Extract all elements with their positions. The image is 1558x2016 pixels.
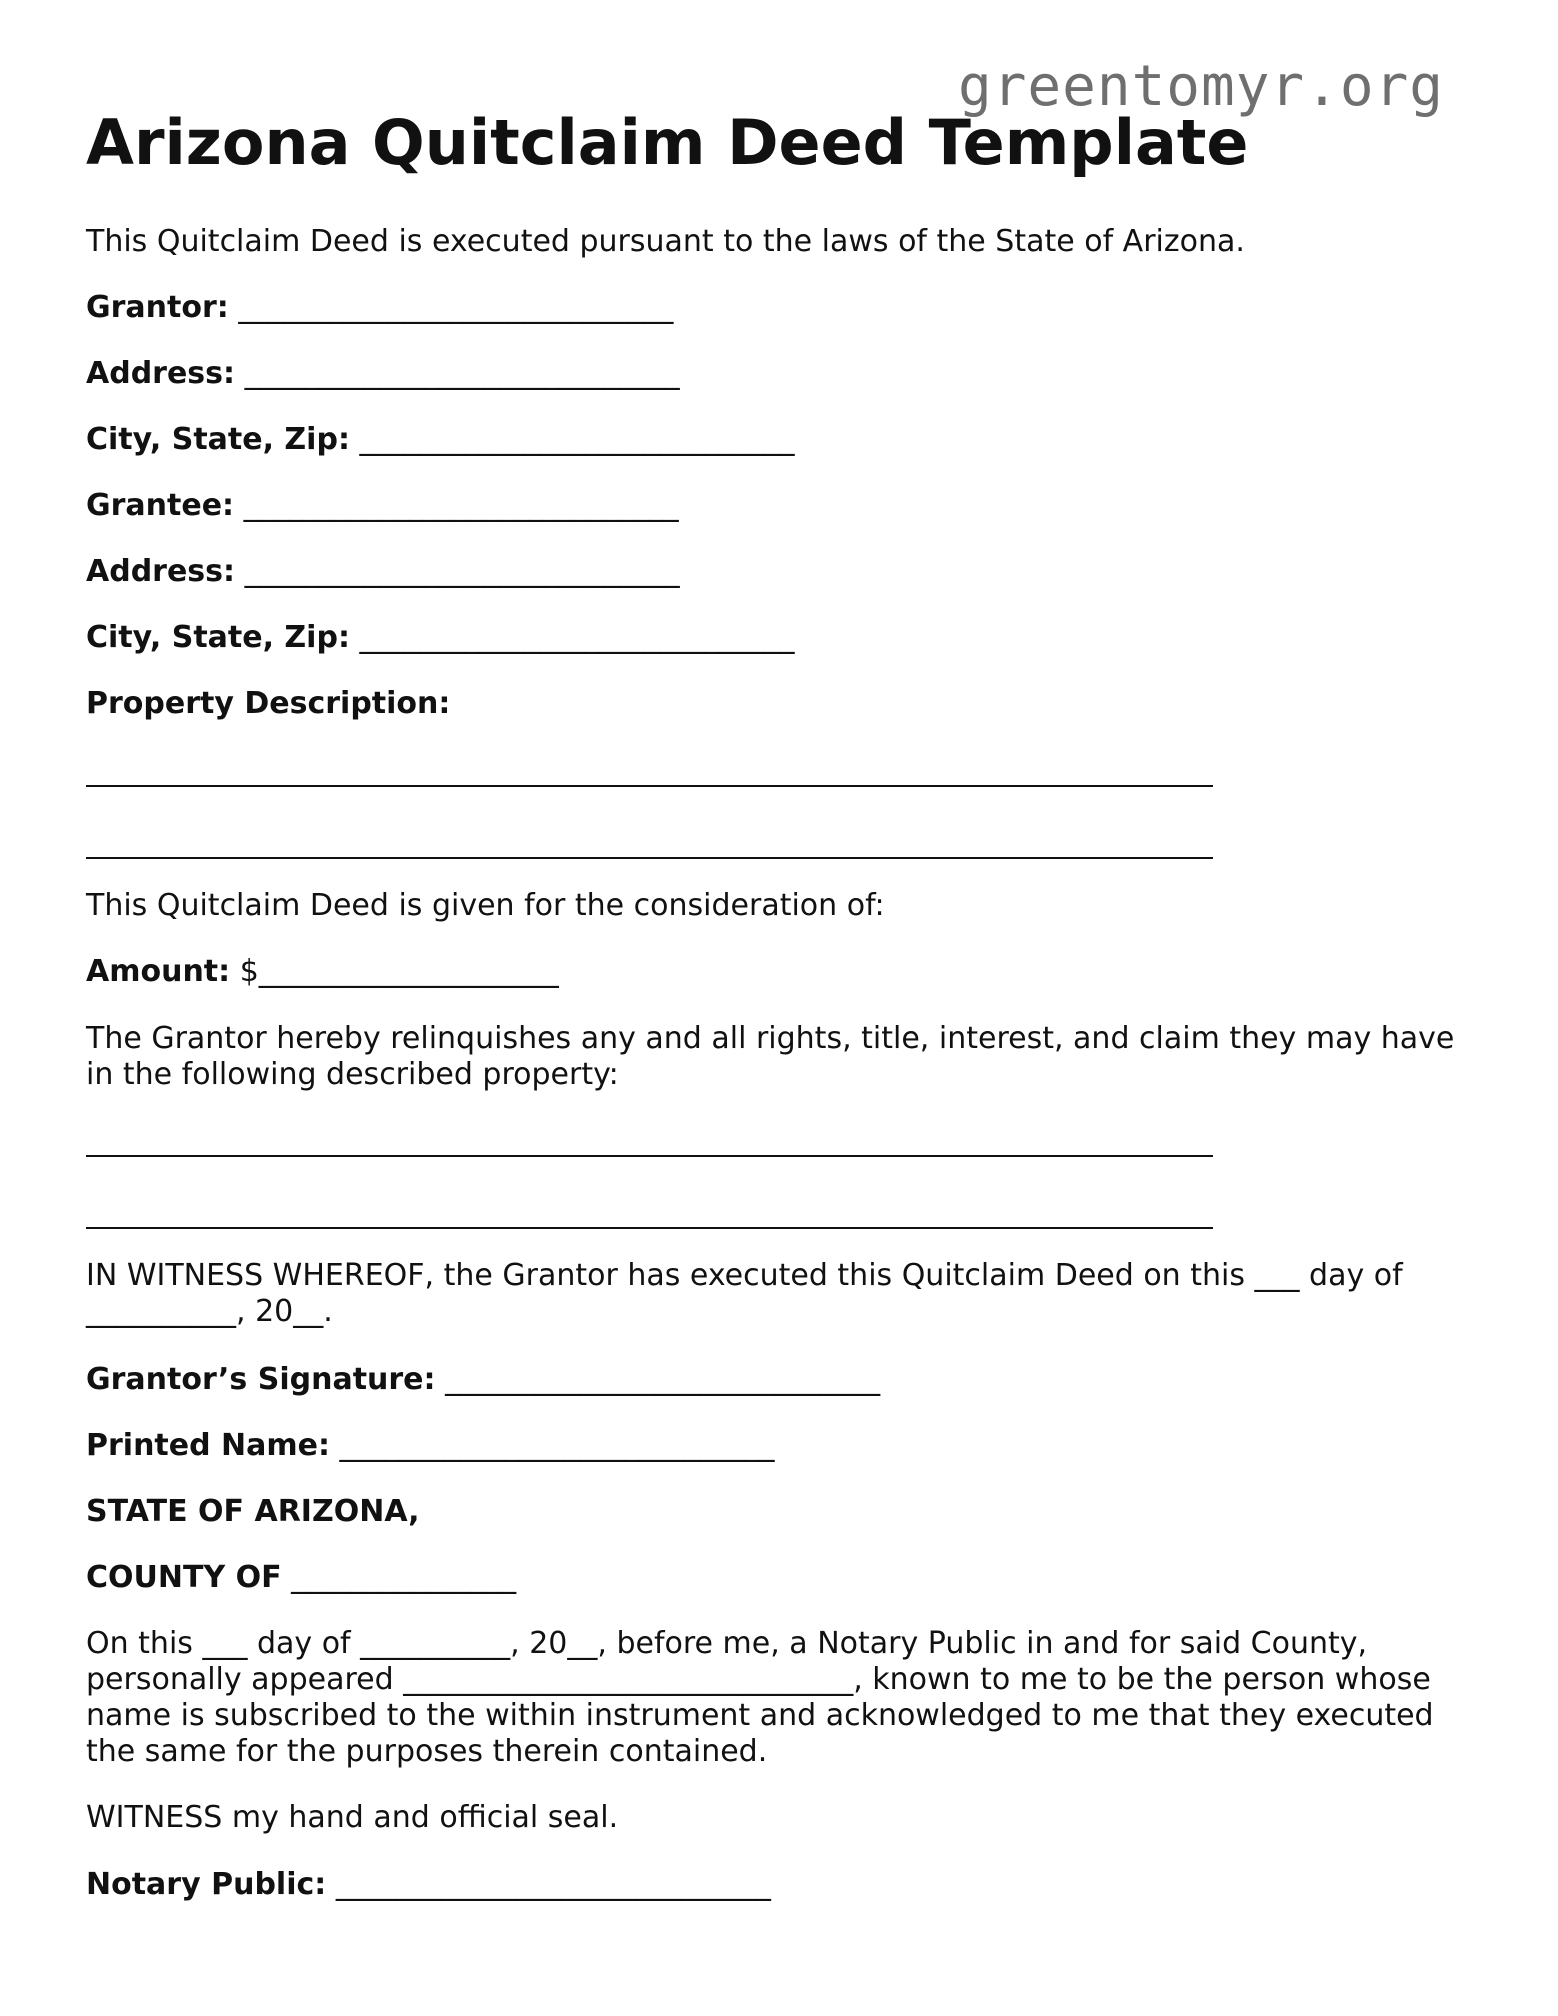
grantee-city-label: City, State, Zip:: [86, 620, 350, 655]
amount-blank[interactable]: $____________________: [239, 954, 559, 989]
amount-field: [86, 954, 559, 990]
seal-text: WITNESS my hand and official seal.: [86, 1800, 619, 1835]
consideration-text: This Quitclaim Deed is given for the consideration of:: [86, 888, 885, 923]
grantor-blank[interactable]: _____________________________: [238, 290, 674, 325]
grantee-address-label: Address:: [86, 554, 236, 589]
grantor-signature-label: Grantor’s Signature:: [86, 1362, 436, 1397]
grantor-address-field: [86, 356, 680, 392]
grantor-signature-blank[interactable]: _____________________________: [445, 1362, 881, 1397]
notary-public-blank[interactable]: _____________________________: [335, 1867, 771, 1902]
county-blank[interactable]: _______________: [291, 1560, 517, 1595]
page-title: Arizona Quitclaim Deed Template: [86, 106, 1249, 179]
printed-name-label: Printed Name:: [86, 1428, 330, 1463]
property-description-line-1[interactable]: [86, 785, 1213, 787]
witness-text-line-2: __________, 20__.: [86, 1294, 333, 1329]
grantor-signature-field: [86, 1362, 880, 1398]
notary-public-label: Notary Public:: [86, 1867, 327, 1902]
printed-name-blank[interactable]: _____________________________: [339, 1428, 775, 1463]
notary-text-line-2: personally appeared ______________________________, known to me to be the person whose: [86, 1662, 1431, 1697]
relinquish-text: The Grantor hereby relinquishes any and all rights, title, interest, and claim they may have in the following described property:: [86, 1021, 1455, 1092]
described-property-line-1[interactable]: [86, 1155, 1213, 1157]
notary-text-line-1: On this ___ day of __________, 20__, before me, a Notary Public in and for said County,: [86, 1626, 1368, 1661]
grantor-label: Grantor:: [86, 290, 229, 325]
grantor-city-label: City, State, Zip:: [86, 422, 350, 457]
grantee-address-field: [86, 554, 680, 590]
county-label: COUNTY OF: [86, 1560, 282, 1595]
grantor-address-blank[interactable]: _____________________________: [244, 356, 680, 391]
property-description-line-2[interactable]: [86, 857, 1213, 859]
notary-text-line-3: name is subscribed to the within instrument and acknowledged to me that they executed: [86, 1698, 1434, 1733]
grantor-city-blank[interactable]: _____________________________: [359, 422, 795, 457]
grantee-blank[interactable]: _____________________________: [243, 488, 679, 523]
grantee-city-blank[interactable]: _____________________________: [359, 620, 795, 655]
witness-text-line-1: IN WITNESS WHEREOF, the Grantor has executed this Quitclaim Deed on this ___ day of: [86, 1258, 1403, 1293]
grantor-city-field: [86, 422, 794, 458]
watermark: greentomyr.org: [958, 54, 1445, 119]
notary-text-line-4: the same for the purposes therein contained.: [86, 1734, 768, 1769]
grantee-label: Grantee:: [86, 488, 235, 523]
grantor-address-label: Address:: [86, 356, 236, 391]
grantor-field: [86, 290, 673, 326]
state-heading: STATE OF ARIZONA,: [86, 1494, 420, 1529]
property-description-label: Property Description:: [86, 686, 451, 721]
grantee-field: [86, 488, 679, 524]
intro-text: This Quitclaim Deed is executed pursuant to the laws of the State of Arizona.: [86, 224, 1245, 259]
amount-label: Amount:: [86, 954, 231, 989]
grantee-city-field: [86, 620, 794, 656]
county-field: [86, 1560, 516, 1596]
grantee-address-blank[interactable]: _____________________________: [244, 554, 680, 589]
notary-public-field: [86, 1867, 771, 1903]
described-property-line-2[interactable]: [86, 1227, 1213, 1229]
printed-name-field: [86, 1428, 775, 1464]
